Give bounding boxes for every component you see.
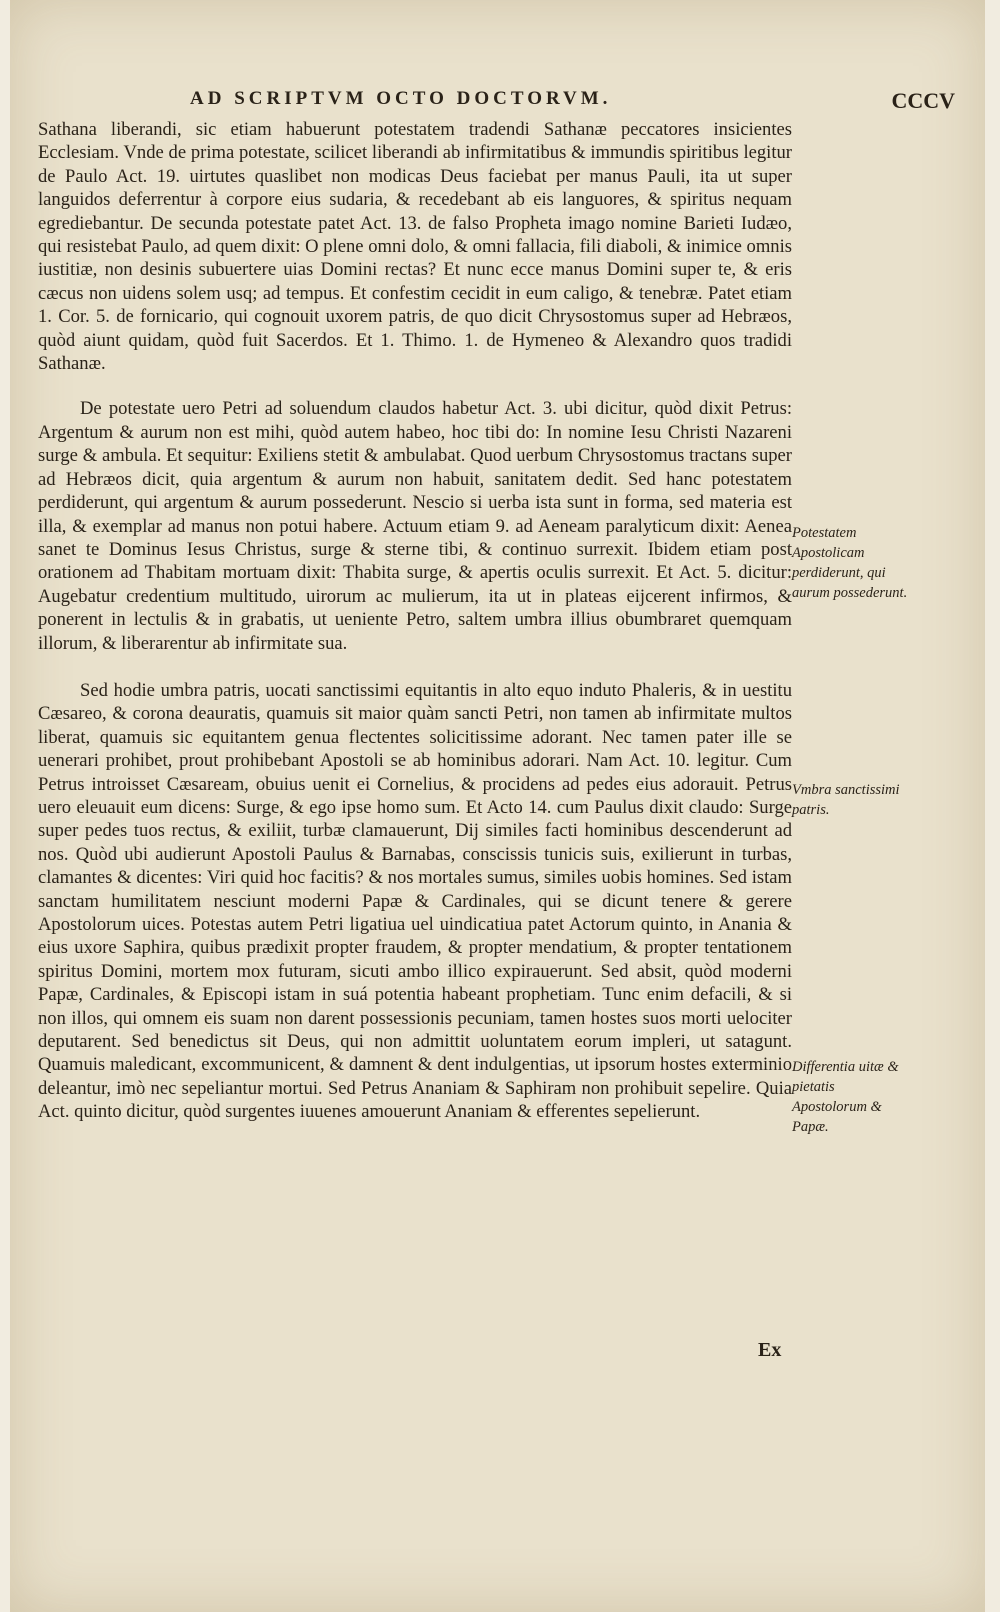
- folio-number: CCCV: [891, 88, 955, 113]
- book-page: [10, 0, 985, 1612]
- paragraph-1: Sathana liberandi, sic etiam habuerunt potestatem tradendi Sathanæ peccatores insicientes Ecclesiam. Vnde de prima potestate, scilicet liberandi ab infirmitatibus & immundis spiritibus legitur de Paulo Act. 19. uirtutes quaslibet non modicas Deus faciebat per manus Pauli, ita ut super languidos deferrentur à corpore eius sudaria, & recedebant ab eis languores, & spiritus nequam egrediebantur. De secunda potestate patet Act. 13. de falso Propheta imago nomine Barieti Iudæo, qui resistebat Paulo, ad quem dixit: O plene omni dolo, & omni fallacia, fili diaboli, & inimice omnis iustitiæ, non desinis subuertere uias Domini rectas? Et nunc ecce manus Domini super te, & eris cæcus non uidens solem usq; ad tempus. Et confestim cecidit in eum caligo, & tenebræ. Patet etiam 1. Cor. 5. de fornicario, qui cognouit uxorem patris, de quo dicit Chrysostomus super ad Hebræos, quòd aiunt quidam, quòd fuit Sacerdos. Et 1. Thimo. 1. de Hymeneo & Alexandro quos tradidi Sathanæ.: [38, 119, 792, 375]
- running-head: AD SCRIPTVM OCTO DOCTORVM.: [190, 88, 612, 109]
- marginal-note-differentia: Differentia uitæ & pietatis Apostolorum & Papæ.: [792, 1059, 899, 1135]
- paragraph-2: De potestate uero Petri ad soluendum claudos habetur Act. 3. ubi dicitur, quòd dixit Petrus: Argentum & aurum non est mihi, quòd autem habeo, hoc tibi do: In nomine Iesu Christi Nazareni surge & ambula. Et sequitur: Exiliens stetit & ambulabat. Quod uerbum Chrysostomus tractans super ad Hebræos dicit, quia argentum & aurum non habuit, sanitatem dedit. Sed hanc potestatem perdiderunt, qui argentum & aurum possederunt. Nescio si uerba ista sunt in forma, sed materia est illa, & exemplar ad manus non potui habere. Actuum etiam 9. ad Aeneam paralyticum dixit: Aenea sanet te Dominus Iesus Christus, surge & sterne tibi, & continuo surrexit. Ibidem etiam post orationem ad Thabitam mortuam dixit: Thabita surge, & apertis oculis surrexit. Et Act. 5. dicitur: Augebatur credentium multitudo, uirorum ac mulierum, ita ut in plateas eijcerent infirmos, & ponerent in lectulis & in grabatis, ut ueniente Petro, saltem umbra illius obumbraret quemquam illorum, & liberarentur ab infirmitate sua.: [38, 398, 792, 654]
- paragraph-3: Sed hodie umbra patris, uocati sanctissimi equitantis in alto equo induto Phaleris, & in uestitu Cæsareo, & corona deauratis, quamuis sit maior quàm sancti Petri, non tamen ab infirmitate multos liberat, quamuis sic equitantem genua flectentes solicitissime adorant. Nec tamen pater ille se uenerari prohibet, prout prohibebant Apostoli se ab hominibus adorari. Nam Act. 10. legitur. Cum Petrus introisset Cæsaream, obuius uenit ei Cornelius, & procidens ad pedes eius adorauit. Petrus uero eleuauit eum dicens: Surge, & ego ipse homo sum. Et Acto 14. cum Paulus dixit claudo: Surge super pedes tuos rectus, & exiliit, turbæ clamauerunt, Dij similes facti hominibus descenderunt ad nos. Quòd ubi audierunt Apostoli Paulus & Barnabas, conscissis tunicis suis, exilierunt in turbas, clamantes & dicentes: Viri quid hoc facitis? & nos mortales sumus, similes uobis homines. Sed istam sanctam humilitatem nesciunt moderni Papæ & Cardinales, qui se dicunt tenere & gerere Apostolorum uices. Potestas autem Petri ligatiua uel uindicatiua patet Actorum quinto, in Anania & eius uxore Saphira, quibus prædixit propter fraudem, & propter mendatium, & propter tentationem spiritus Domini, mortem mox futuram, sicuti ambo illico expirauerunt. Sed absit, quòd moderni Papæ, Cardinales, & Episcopi istam in suá potentia habeant prophetiam. Tunc enim defacili, & si non illos, qui omnem eis suam non darent possessionis pecuniam, tamen hostes suos morti uelociter deputarent. Sed benedictus sit Deus, qui non admittit uoluntatem eorum impleri, ut satagunt. Quamuis maledicant, excommunicent, & damnent & dent indulgentias, ut ipsorum hostes exterminio deleantur, imò nec sepeliantur mortui. Sed Petrus Ananiam & Saphiram non prohibuit sepelire. Quia Act. quinto dicitur, quòd surgentes iuuenes amouerunt Ananiam & efferentes sepelierunt.: [38, 679, 792, 1123]
- marginal-note-umbra: Vmbra sanctissimi patris.: [792, 782, 900, 818]
- marginal-note-potestatem: Potestatem Apostolicam perdiderunt, qui aurum possederunt.: [792, 525, 908, 601]
- main-text-column: [38, 118, 792, 1124]
- page-header: [40, 88, 955, 114]
- catchword: Ex: [758, 1339, 782, 1361]
